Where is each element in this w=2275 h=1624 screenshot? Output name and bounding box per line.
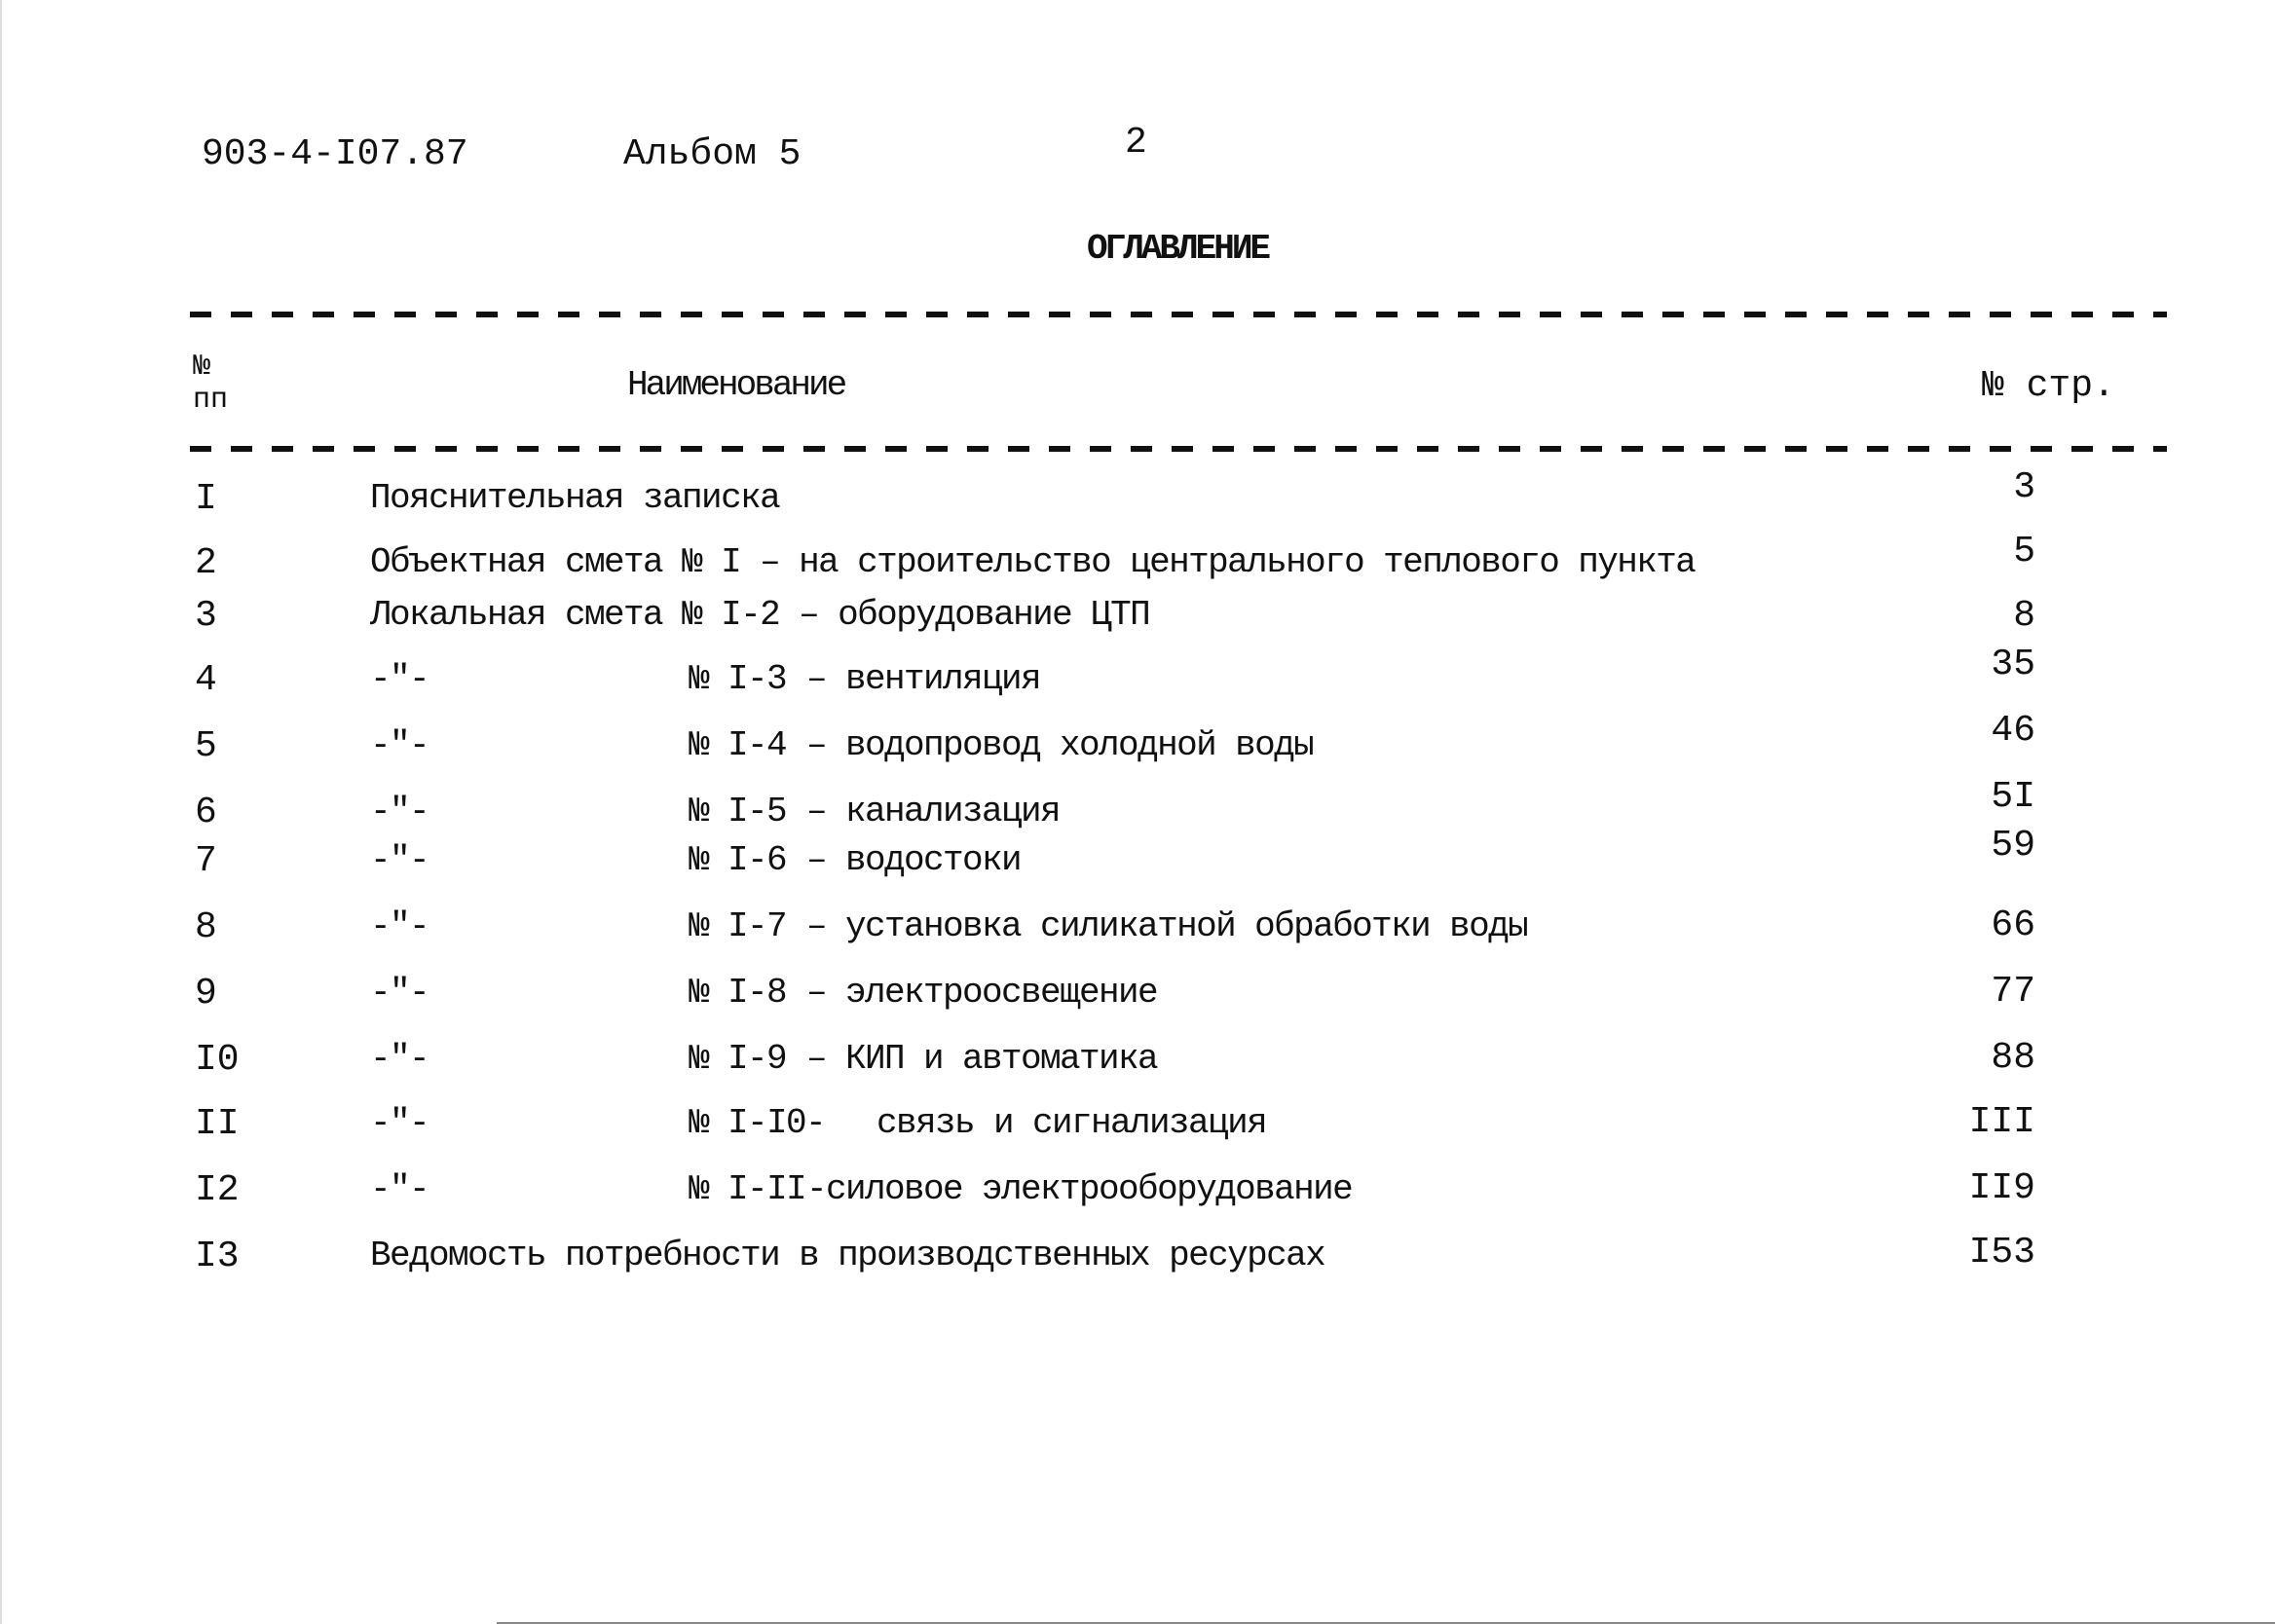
row-number: 3 <box>195 595 217 637</box>
row-number: II <box>195 1103 240 1145</box>
row-name: Пояснительная записка <box>370 478 780 518</box>
row-number: 9 <box>195 973 217 1015</box>
row-description: -силовое электрооборудование <box>806 1169 1353 1209</box>
row-estimate-ref: № I-5 <box>689 792 787 831</box>
row-name: -"- <box>370 659 429 699</box>
row-page-number: 35 <box>1991 644 2035 685</box>
row-page-number: 5 <box>2013 531 2035 572</box>
row-estimate-ref: № I-6 <box>689 840 787 880</box>
row-name: Локальная смета № I-2 – оборудование ЦТП <box>370 595 1150 635</box>
row-estimate-ref: № I-9 <box>689 1039 787 1079</box>
row-name: -"- <box>370 1039 429 1079</box>
row-description: связь и сигнализация <box>876 1103 1267 1143</box>
row-name: -"- <box>370 840 429 880</box>
row-page-number: 88 <box>1991 1037 2035 1079</box>
row-name: Объектная смета № I – на строительство центрального теплового пункта <box>370 542 1696 582</box>
dashed-divider-top <box>190 312 2167 317</box>
row-number: 6 <box>195 792 217 833</box>
row-description: – КИП и автоматика <box>806 1039 1158 1079</box>
row-number: 8 <box>195 906 217 948</box>
dashed-divider-bottom <box>190 446 2167 452</box>
row-page-number: I53 <box>1968 1232 2035 1273</box>
row-page-number: 66 <box>1991 904 2035 946</box>
row-name: -"- <box>370 1103 429 1143</box>
row-name: -"- <box>370 906 429 946</box>
column-header-page: № стр. <box>1982 365 2115 407</box>
row-description: – водостоки <box>806 840 1022 880</box>
row-number: 5 <box>195 725 217 767</box>
row-page-number: 8 <box>2013 595 2035 637</box>
row-page-number: 46 <box>1991 710 2035 752</box>
row-estimate-ref: № I-I0- <box>689 1103 826 1143</box>
row-number: 2 <box>195 542 217 584</box>
column-header-num-bottom: пп <box>193 384 229 417</box>
scan-left-edge <box>0 0 2 1624</box>
page-number: 2 <box>1125 122 1147 164</box>
row-estimate-ref: № I-7 <box>689 906 787 946</box>
row-page-number: 5I <box>1991 776 2035 818</box>
row-name: -"- <box>370 973 429 1013</box>
row-number: I <box>195 478 217 520</box>
row-estimate-ref: № I-II <box>689 1169 806 1209</box>
row-estimate-ref: № I-3 <box>689 659 787 699</box>
row-name: -"- <box>370 1169 429 1209</box>
column-header-num-top: № <box>193 351 211 384</box>
row-number: I3 <box>195 1236 240 1277</box>
album-label: Альбом 5 <box>623 133 802 175</box>
row-page-number: 59 <box>1991 825 2035 867</box>
row-name: -"- <box>370 725 429 765</box>
row-page-number: III <box>1968 1101 2035 1143</box>
row-description: – вентиляция <box>806 659 1041 699</box>
row-number: I2 <box>195 1169 240 1211</box>
row-estimate-ref: № I-8 <box>689 973 787 1013</box>
row-description: – канализация <box>806 792 1061 831</box>
row-description: – установка силикатной обработки воды <box>806 906 1528 946</box>
row-number: I0 <box>195 1039 240 1081</box>
row-page-number: II9 <box>1968 1167 2035 1209</box>
row-page-number: 77 <box>1991 971 2035 1013</box>
row-page-number: 3 <box>2013 466 2035 508</box>
row-number: 7 <box>195 840 217 882</box>
row-number: 4 <box>195 659 217 701</box>
row-name: Ведомость потребности в производственных ресурсах <box>370 1236 1325 1275</box>
row-description: – электроосвещение <box>806 973 1158 1013</box>
row-name: -"- <box>370 792 429 831</box>
column-header-name: Наименование <box>627 365 845 405</box>
row-estimate-ref: № I-4 <box>689 725 787 765</box>
page-title: ОГЛАВЛЕНИЕ <box>1087 229 1269 269</box>
row-description: – водопровод холодной воды <box>806 725 1314 765</box>
document-code: 903-4-I07.87 <box>202 133 468 175</box>
